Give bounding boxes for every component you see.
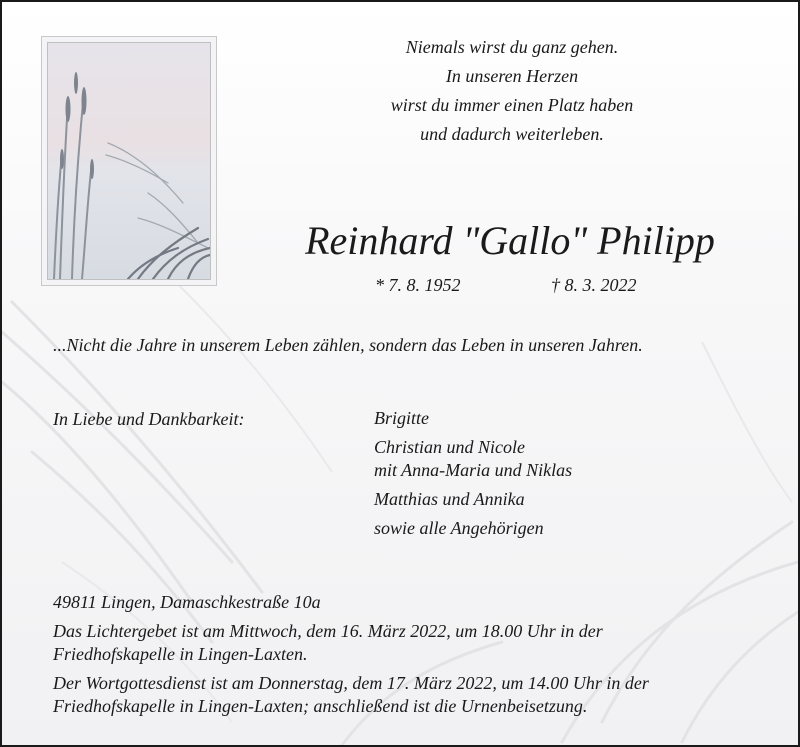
- service-information: [53, 591, 773, 724]
- memorial-photo-frame: [41, 36, 217, 286]
- poem-line: In unseren Herzen: [445, 66, 579, 86]
- deceased-name: Reinhard "Gallo" Philipp: [305, 218, 715, 263]
- mourner-entry: [374, 436, 572, 482]
- mourner-line: sowie alle Angehörigen: [374, 518, 544, 538]
- poem-line: und dadurch weiterleben.: [420, 124, 604, 144]
- reed-grass-photo: [47, 42, 211, 280]
- poem-line: Niemals wirst du ganz gehen.: [405, 37, 619, 57]
- death-date: † 8. 3. 2022: [551, 275, 637, 295]
- notice-line: Das Lichtergebet ist am Mittwoch, dem 16. März 2022, um 18.00 Uhr in der: [53, 621, 603, 641]
- mourner-line: Matthias und Annika: [374, 489, 525, 509]
- memorial-poem: [302, 33, 722, 149]
- mourner-line: Christian und Nicole: [374, 437, 526, 457]
- mourner-entry: [374, 407, 572, 430]
- funeral-service-notice: [53, 672, 773, 718]
- mourner-entry: [374, 488, 572, 511]
- family-address: 49811 Lingen, Damaschkestraße 10a: [53, 592, 321, 612]
- notice-line: Der Wortgottesdienst ist am Donnerstag, dem 17. März 2022, um 14.00 Uhr in der: [53, 673, 649, 693]
- notice-line: Friedhofskapelle in Lingen-Laxten; anschließend ist die Urnenbeisetzung.: [53, 696, 588, 716]
- birth-date: * 7. 8. 1952: [375, 275, 461, 295]
- prayer-service-notice: [53, 620, 773, 666]
- mourners-list: [374, 407, 572, 546]
- mourners-label: In Liebe und Dankbarkeit:: [53, 409, 245, 429]
- mourner-line: mit Anna-Maria und Niklas: [374, 460, 573, 480]
- mourner-line: Brigitte: [374, 408, 429, 428]
- notice-line: Friedhofskapelle in Lingen-Laxten.: [53, 644, 308, 664]
- poem-line: wirst du immer einen Platz haben: [390, 95, 634, 115]
- memorial-quote: ...Nicht die Jahre in unserem Leben zählen, sondern das Leben in unseren Jahren.: [53, 335, 643, 355]
- mourner-entry: [374, 517, 572, 540]
